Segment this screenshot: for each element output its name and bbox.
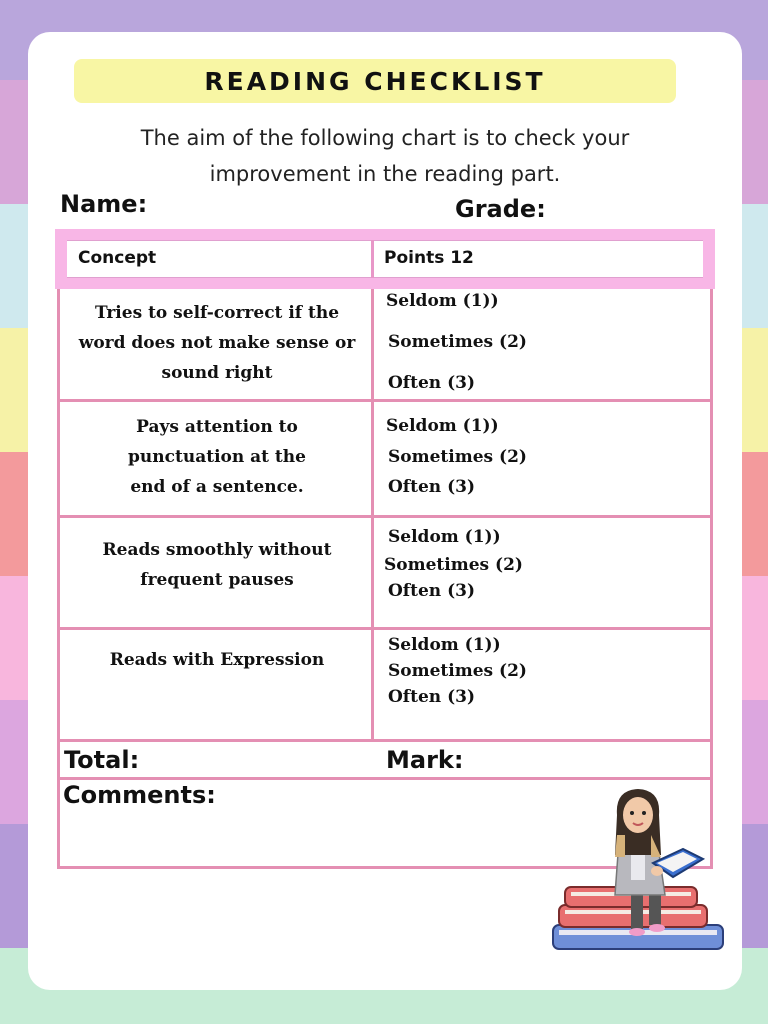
row-3-option-often: Often (3) bbox=[388, 581, 475, 601]
row-4-option-sometimes: Sometimes (2) bbox=[388, 661, 527, 681]
row-divider-2 bbox=[57, 515, 713, 518]
row-divider-1 bbox=[57, 399, 713, 402]
header-concept: Concept bbox=[78, 248, 157, 268]
row-1-option-seldom: Seldom (1)) bbox=[386, 291, 499, 311]
table-border-right bbox=[710, 289, 713, 869]
row-2-concept bbox=[64, 412, 370, 502]
grade-label: Grade: bbox=[455, 195, 546, 223]
row-divider-3 bbox=[57, 627, 713, 630]
row-3-concept bbox=[64, 535, 370, 595]
table-column-divider bbox=[371, 289, 374, 739]
row-2-option-often: Often (3) bbox=[388, 477, 475, 497]
row-2-option-sometimes: Sometimes (2) bbox=[388, 447, 527, 467]
row-2-concept-line-3: end of a sentence. bbox=[130, 477, 304, 497]
row-4-concept bbox=[64, 645, 370, 675]
row-4-option-often: Often (3) bbox=[388, 687, 475, 707]
row-divider-4 bbox=[57, 739, 713, 742]
header-points: Points 12 bbox=[384, 248, 474, 268]
name-label: Name: bbox=[60, 190, 148, 218]
row-1-concept-line-3: sound right bbox=[161, 363, 273, 383]
row-1-option-sometimes: Sometimes (2) bbox=[388, 332, 527, 352]
header-divider bbox=[371, 240, 374, 278]
reading-avatar-illustration bbox=[545, 785, 735, 975]
row-3-option-seldom: Seldom (1)) bbox=[388, 527, 501, 547]
row-1-option-often: Often (3) bbox=[388, 373, 475, 393]
row-3-concept-line-2: frequent pauses bbox=[140, 570, 294, 590]
mark-label: Mark: bbox=[386, 746, 464, 774]
row-4-option-seldom: Seldom (1)) bbox=[388, 635, 501, 655]
intro-text bbox=[90, 120, 680, 192]
row-1-concept bbox=[64, 298, 370, 388]
comments-label: Comments: bbox=[63, 781, 216, 809]
title-banner bbox=[74, 59, 676, 103]
page-title: READING CHECKLIST bbox=[204, 66, 546, 96]
row-4-concept-line-1: Reads with Expression bbox=[109, 650, 325, 670]
row-divider-5 bbox=[57, 777, 713, 780]
table-border-left bbox=[57, 289, 60, 869]
row-3-concept-line-1: Reads smoothly without bbox=[102, 540, 332, 560]
row-3-option-sometimes: Sometimes (2) bbox=[384, 555, 523, 575]
total-label: Total: bbox=[64, 746, 140, 774]
row-2-concept-line-1: Pays attention to bbox=[136, 417, 298, 437]
intro-line-2: improvement in the reading part. bbox=[209, 162, 561, 186]
row-1-concept-line-2: word does not make sense or bbox=[78, 333, 356, 353]
row-2-concept-line-2: punctuation at the bbox=[128, 447, 306, 467]
intro-line-1: The aim of the following chart is to check your bbox=[140, 126, 630, 150]
row-2-option-seldom: Seldom (1)) bbox=[386, 416, 499, 436]
row-1-concept-line-1: Tries to self-correct if the bbox=[94, 303, 340, 323]
